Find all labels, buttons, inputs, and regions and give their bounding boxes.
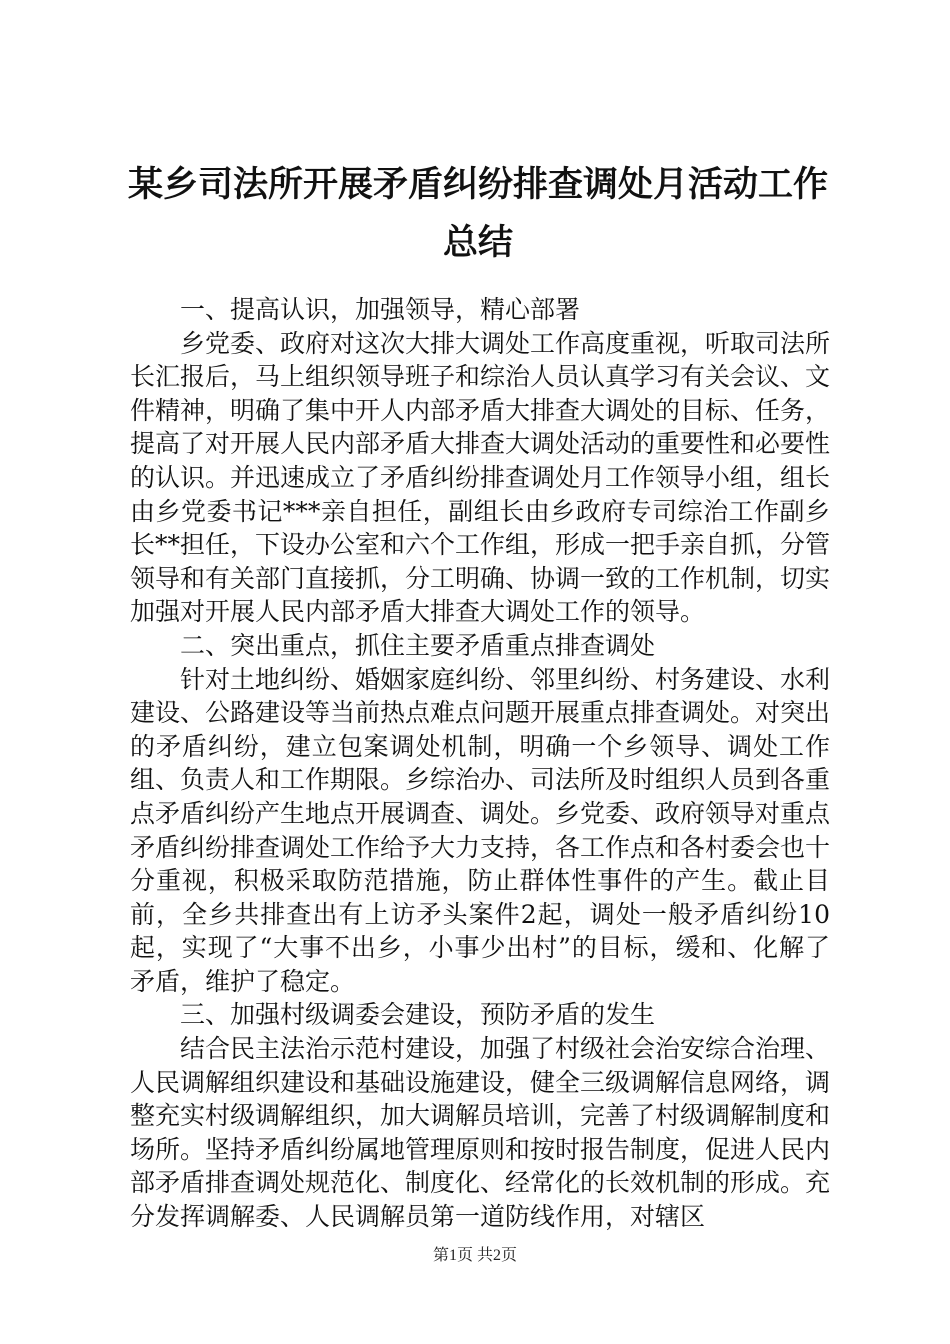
section-heading-3: 三、加强村级调委会建设，预防矛盾的发生: [180, 1000, 656, 1030]
page-footer: 第1页 共2页: [432, 1247, 517, 1264]
section-paragraph-1: 乡党委、政府对这次大排大调处工作高度重视，听取司法所长汇报后，马上组织领导班子和综治人员认真学习有关会议、文件精神，明确了集中开人内部矛盾大排查大调处的目标、任务，提高了对开展人民内部矛盾大排查大调处活动的重要性和必要性的认识。并迅速成立了矛盾纠纷排查调处月工作领导小组，组长由乡党委书记***亲自担任，副组长由乡政府专司综治工作副乡长**担任，下设办公室和六个工作组，形成一把手亲自抓，分管领导和有关部门直接抓，分工明确、协调一致的工作机制，切实加强对开展人民内部矛盾大排查大调处工作的领导。: [130, 328, 831, 627]
document-title-line-2: 总结: [442, 223, 513, 263]
document-title-line-1: 某乡司法所开展矛盾纠纷排查调处月活动工作: [127, 165, 828, 205]
document-body: [130, 293, 830, 1234]
section-heading-2: 二、突出重点，抓住主要矛盾重点排查调处: [180, 630, 656, 660]
section-paragraph-2: 针对土地纠纷、婚姻家庭纠纷、邻里纠纷、村务建设、水利建设、公路建设等当前热点难点问题开展重点排查调处。对突出的矛盾纠纷，建立包案调处机制，明确一个乡领导、调处工作组、负责人和工作期限。乡综治办、司法所及时组织人员到各重点矛盾纠纷产生地点开展调查、调处。乡党委、政府领导对重点矛盾纠纷排查调处工作给予大力支持，各工作点和各村委会也十分重视，积极采取防范措施，防止群体性事件的产生。截止目前，全乡共排查出有上访矛头案件2起，调处一般矛盾纠纷10起，实现了“大事不出乡，小事少出村”的目标，缓和、化解了矛盾，维护了稳定。: [130, 664, 831, 996]
section-heading-1: 一、提高认识，加强领导，精心部署: [180, 295, 581, 324]
section-paragraph-3: 结合民主法治示范村建设，加强了村级社会治安综合治理、人民调解组织建设和基础设施建设，健全三级调解信息网络，调整充实村级调解组织，加大调解员培训，完善了村级调解制度和场所。坚持矛盾纠纷属地管理原则和按时报告制度，促进人民内部矛盾排查调处规范化、制度化、经常化的长效机制的形成。充分发挥调解委、人民调解员第一道防线作用，对辖区: [130, 1034, 831, 1232]
